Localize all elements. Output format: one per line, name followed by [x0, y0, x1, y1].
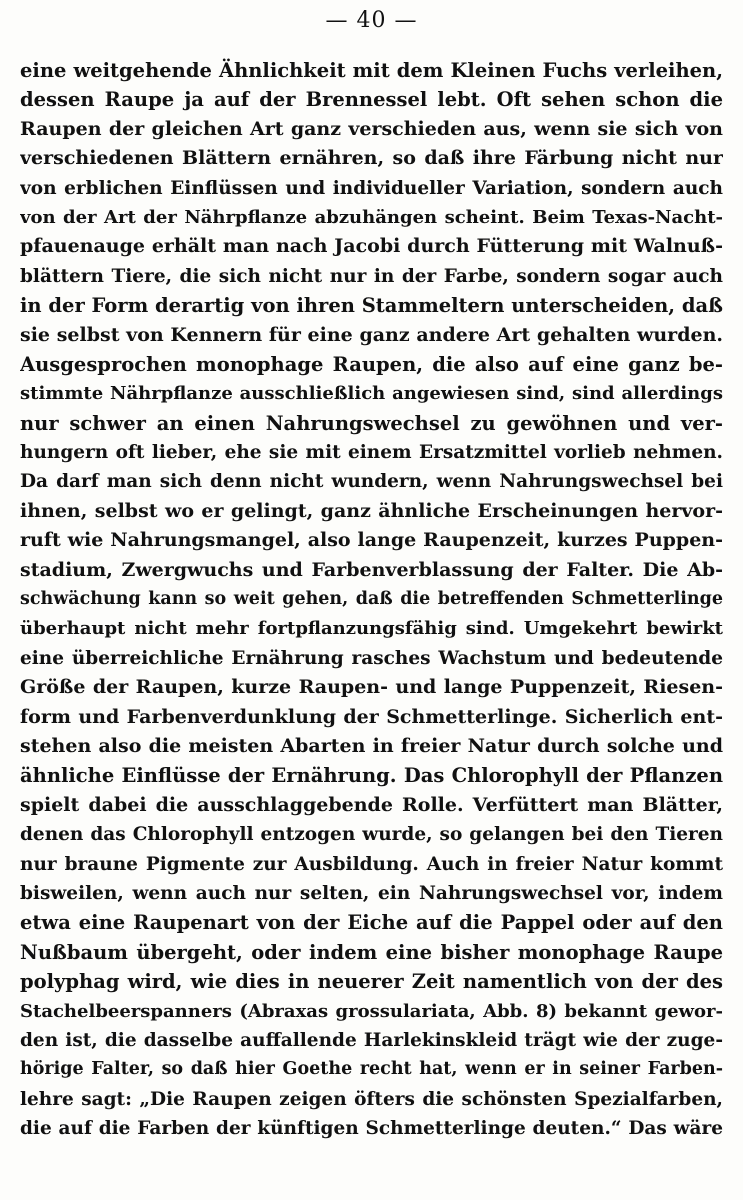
text-line: blättern Tiere, die sich nicht nur in der Farbe, sondern sogar auch — [20, 265, 723, 287]
text-line: hörige Falter, so daß hier Goethe recht hat, wenn er in seiner Farben- — [20, 1059, 723, 1080]
text-line: form und Farbenverdunklung der Schmetterlinge. Sicherlich ent- — [20, 705, 723, 728]
text-line: Raupen der gleichen Art ganz verschieden aus, wenn sie sich von — [20, 117, 723, 140]
text-line: ruft wie Nahrungsmangel, also lange Raupenzeit, kurzes Puppen- — [20, 529, 723, 552]
text-line: Stachelbeerspanners (Abraxas grossulariata, Abb. 8) bekannt gewor- — [20, 1000, 723, 1022]
text-line: sie selbst von Kennern für eine ganz andere Art gehalten wurden. — [20, 323, 723, 346]
text-line: ihnen, selbst wo er gelingt, ganz ähnliche Erscheinungen hervor- — [20, 499, 723, 522]
text-line: den ist, die dasselbe auffallende Harlekinskleid trägt wie der zuge- — [20, 1029, 723, 1051]
text-line: spielt dabei die ausschlaggebende Rolle. Verfüttert man Blätter, — [20, 793, 723, 816]
text-line: in der Form derartig von ihren Stammeltern unterscheiden, daß — [20, 294, 723, 318]
text-line: polyphag wird, wie dies in neuerer Zeit namentlich von der des — [20, 970, 723, 994]
text-line: überhaupt nicht mehr fortpflanzungsfähig sind. Umgekehrt bewirkt — [20, 618, 723, 640]
text-line: dessen Raupe ja auf der Brennessel lebt. Oft sehen schon die — [20, 88, 723, 112]
text-line: stadium, Zwergwuchs und Farbenverblassung der Falter. Die Ab- — [20, 558, 723, 581]
text-line: nur schwer an einen Nahrungswechsel zu gewöhnen und ver- — [20, 411, 723, 435]
text-line: bisweilen, wenn auch nur selten, ein Nahrungswechsel vor, indem — [20, 882, 723, 904]
text-line: Da darf man sich denn nicht wundern, wenn Nahrungswechsel bei — [20, 471, 723, 493]
text-line: denen das Chlorophyll entzogen wurde, so gelangen bei den Tieren — [20, 824, 723, 846]
text-line: etwa eine Raupenart von der Eiche auf die Pappel oder auf den — [20, 911, 723, 935]
text-line: ähnliche Einflüsse der Ernährung. Das Chlorophyll der Pflanzen — [20, 764, 723, 788]
text-line: die auf die Farben der künftigen Schmetterlinge deuten.“ Das wäre — [20, 1118, 723, 1140]
text-line: Größe der Raupen, kurze Raupen- und lange Puppenzeit, Riesen- — [20, 676, 723, 699]
text-line: stimmte Nährpflanze ausschließlich angewiesen sind, sind allerdings — [20, 383, 723, 405]
page-number: — 40 — — [325, 8, 418, 33]
text-line: verschiedenen Blättern ernähren, so daß ihre Färbung nicht nur — [20, 147, 723, 170]
text-line: lehre sagt: „Die Raupen zeigen öfters die schönsten Spezialfarben, — [20, 1088, 723, 1110]
text-line: von erblichen Einflüssen und individueller Variation, sondern auch — [20, 177, 723, 199]
text-line: schwächung kann so weit gehen, daß die betreffenden Schmetterlinge — [20, 589, 723, 610]
text-line: stehen also die meisten Abarten in freier Natur durch solche und — [20, 734, 723, 757]
text-line: von der Art der Nährpflanze abzuhängen scheint. Beim Texas-Nacht- — [20, 206, 723, 228]
text-line: eine überreichliche Ernährung rasches Wachstum und bedeutende — [20, 647, 723, 669]
text-line: pfauenauge erhält man nach Jacobi durch Fütterung mit Walnuß- — [20, 235, 723, 258]
text-line: nur braune Pigmente zur Ausbildung. Auch in freier Natur kommt — [20, 853, 723, 875]
text-line: Ausgesprochen monophage Raupen, die also auf eine ganz be- — [20, 352, 723, 376]
text-line: Nußbaum übergeht, oder indem eine bisher monophage Raupe — [20, 940, 723, 964]
body-text — [20, 56, 723, 1143]
text-line: hungern oft lieber, ehe sie mit einem Ersatzmittel vorlieb nehmen. — [20, 442, 723, 464]
text-line: eine weitgehende Ähnlichkeit mit dem Kleinen Fuchs verleihen, — [20, 59, 723, 82]
